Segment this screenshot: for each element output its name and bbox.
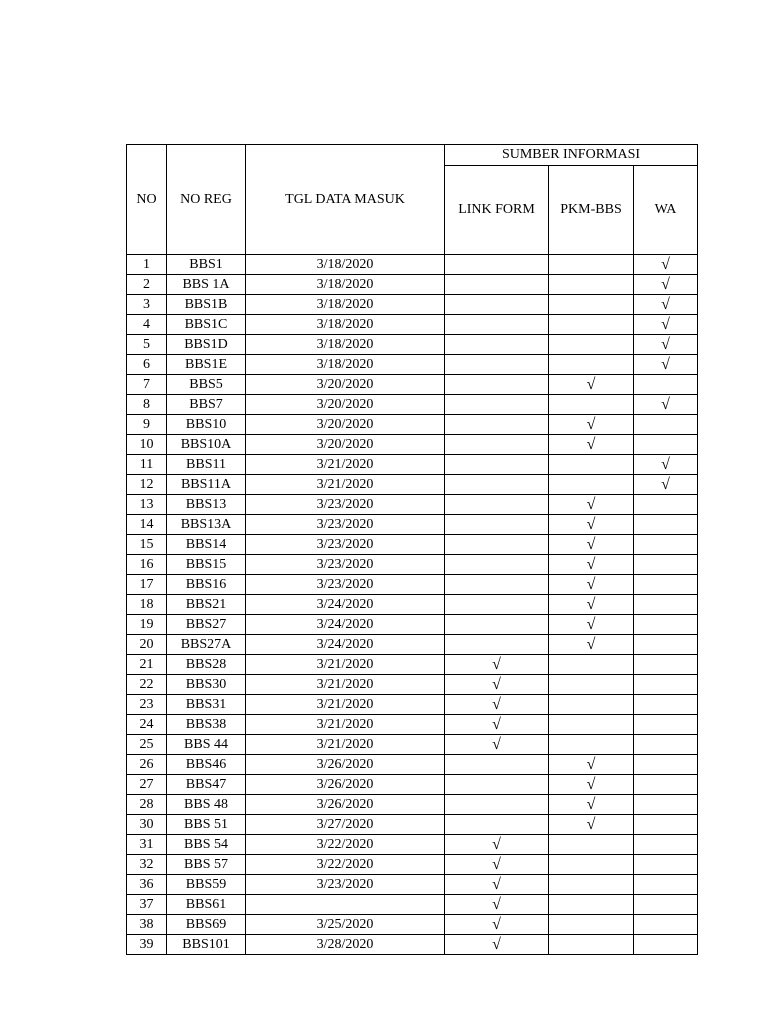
header-wa: WA <box>634 166 698 255</box>
table-row <box>127 655 698 675</box>
cell-no: 19 <box>127 615 167 635</box>
cell-wa-check <box>634 915 698 935</box>
cell-link-form-check <box>445 775 549 795</box>
cell-tgl-data-masuk: 3/20/2020 <box>246 395 445 415</box>
cell-link-form-check: √ <box>445 895 549 915</box>
cell-wa-check <box>634 575 698 595</box>
cell-link-form-check <box>445 575 549 595</box>
cell-no-reg: BBS1E <box>167 355 246 375</box>
cell-tgl-data-masuk: 3/24/2020 <box>246 615 445 635</box>
table-row <box>127 695 698 715</box>
cell-link-form-check: √ <box>445 655 549 675</box>
table-row <box>127 575 698 595</box>
cell-wa-check <box>634 675 698 695</box>
table-row <box>127 555 698 575</box>
cell-wa-check: √ <box>634 335 698 355</box>
cell-tgl-data-masuk: 3/21/2020 <box>246 675 445 695</box>
header-pkm-bbs: PKM-BBS <box>549 166 634 255</box>
cell-pkm-bbs-check: √ <box>549 595 634 615</box>
table-row <box>127 715 698 735</box>
table-row <box>127 735 698 755</box>
cell-pkm-bbs-check <box>549 915 634 935</box>
cell-pkm-bbs-check <box>549 715 634 735</box>
cell-pkm-bbs-check: √ <box>549 795 634 815</box>
table-row <box>127 355 698 375</box>
cell-no-reg: BBS30 <box>167 675 246 695</box>
cell-no: 17 <box>127 575 167 595</box>
cell-pkm-bbs-check <box>549 395 634 415</box>
cell-no-reg: BBS15 <box>167 555 246 575</box>
cell-no: 15 <box>127 535 167 555</box>
table-row <box>127 675 698 695</box>
cell-tgl-data-masuk: 3/23/2020 <box>246 515 445 535</box>
cell-tgl-data-masuk: 3/28/2020 <box>246 935 445 955</box>
cell-tgl-data-masuk: 3/24/2020 <box>246 635 445 655</box>
cell-no-reg: BBS 51 <box>167 815 246 835</box>
cell-pkm-bbs-check <box>549 675 634 695</box>
cell-pkm-bbs-check <box>549 275 634 295</box>
table-row <box>127 615 698 635</box>
table-row <box>127 935 698 955</box>
cell-tgl-data-masuk: 3/20/2020 <box>246 375 445 395</box>
cell-wa-check: √ <box>634 295 698 315</box>
cell-no-reg: BBS 54 <box>167 835 246 855</box>
cell-no-reg: BBS 48 <box>167 795 246 815</box>
cell-pkm-bbs-check <box>549 695 634 715</box>
cell-pkm-bbs-check <box>549 735 634 755</box>
cell-no-reg: BBS13 <box>167 495 246 515</box>
cell-no: 10 <box>127 435 167 455</box>
cell-link-form-check: √ <box>445 935 549 955</box>
cell-pkm-bbs-check: √ <box>549 635 634 655</box>
cell-no: 21 <box>127 655 167 675</box>
cell-pkm-bbs-check <box>549 655 634 675</box>
cell-pkm-bbs-check <box>549 935 634 955</box>
cell-tgl-data-masuk: 3/21/2020 <box>246 655 445 675</box>
cell-no-reg: BBS61 <box>167 895 246 915</box>
table-row <box>127 795 698 815</box>
cell-no: 14 <box>127 515 167 535</box>
cell-link-form-check: √ <box>445 695 549 715</box>
cell-pkm-bbs-check <box>549 315 634 335</box>
cell-no: 6 <box>127 355 167 375</box>
cell-link-form-check <box>445 295 549 315</box>
table-row <box>127 415 698 435</box>
cell-link-form-check <box>445 535 549 555</box>
cell-tgl-data-masuk: 3/18/2020 <box>246 255 445 275</box>
header-no-reg: NO REG <box>167 145 246 255</box>
cell-pkm-bbs-check <box>549 835 634 855</box>
table-row <box>127 595 698 615</box>
cell-no-reg: BBS47 <box>167 775 246 795</box>
table-row <box>127 375 698 395</box>
cell-tgl-data-masuk: 3/21/2020 <box>246 475 445 495</box>
cell-tgl-data-masuk: 3/18/2020 <box>246 275 445 295</box>
cell-no-reg: BBS10 <box>167 415 246 435</box>
cell-no-reg: BBS46 <box>167 755 246 775</box>
cell-no-reg: BBS1 <box>167 255 246 275</box>
cell-no-reg: BBS38 <box>167 715 246 735</box>
cell-no: 28 <box>127 795 167 815</box>
cell-no: 13 <box>127 495 167 515</box>
cell-link-form-check <box>445 635 549 655</box>
header-tgl-data-masuk: TGL DATA MASUK <box>246 145 445 255</box>
cell-tgl-data-masuk: 3/21/2020 <box>246 715 445 735</box>
table-row <box>127 755 698 775</box>
table-row <box>127 915 698 935</box>
cell-pkm-bbs-check <box>549 335 634 355</box>
cell-no: 18 <box>127 595 167 615</box>
cell-wa-check: √ <box>634 395 698 415</box>
cell-wa-check <box>634 615 698 635</box>
cell-wa-check <box>634 775 698 795</box>
cell-no: 7 <box>127 375 167 395</box>
cell-wa-check <box>634 735 698 755</box>
table-row <box>127 475 698 495</box>
cell-link-form-check <box>445 455 549 475</box>
cell-pkm-bbs-check: √ <box>549 535 634 555</box>
cell-link-form-check <box>445 375 549 395</box>
cell-link-form-check <box>445 595 549 615</box>
cell-link-form-check <box>445 815 549 835</box>
cell-no: 16 <box>127 555 167 575</box>
cell-pkm-bbs-check <box>549 895 634 915</box>
table-row <box>127 895 698 915</box>
cell-tgl-data-masuk: 3/21/2020 <box>246 455 445 475</box>
cell-link-form-check <box>445 415 549 435</box>
table-row <box>127 275 698 295</box>
table-row <box>127 815 698 835</box>
cell-tgl-data-masuk: 3/25/2020 <box>246 915 445 935</box>
cell-pkm-bbs-check <box>549 255 634 275</box>
cell-link-form-check: √ <box>445 915 549 935</box>
cell-link-form-check <box>445 355 549 375</box>
cell-no-reg: BBS21 <box>167 595 246 615</box>
cell-pkm-bbs-check: √ <box>549 575 634 595</box>
cell-no: 20 <box>127 635 167 655</box>
table-row <box>127 495 698 515</box>
cell-no-reg: BBS101 <box>167 935 246 955</box>
cell-no-reg: BBS14 <box>167 535 246 555</box>
cell-tgl-data-masuk: 3/21/2020 <box>246 735 445 755</box>
cell-pkm-bbs-check <box>549 475 634 495</box>
header-no: NO <box>127 145 167 255</box>
cell-wa-check <box>634 635 698 655</box>
cell-link-form-check <box>445 275 549 295</box>
header-sumber-informasi: SUMBER INFORMASI <box>445 145 698 166</box>
cell-no-reg: BBS1B <box>167 295 246 315</box>
cell-tgl-data-masuk: 3/26/2020 <box>246 775 445 795</box>
cell-wa-check: √ <box>634 355 698 375</box>
cell-pkm-bbs-check: √ <box>549 375 634 395</box>
cell-tgl-data-masuk: 3/18/2020 <box>246 295 445 315</box>
cell-no: 31 <box>127 835 167 855</box>
cell-wa-check <box>634 815 698 835</box>
cell-pkm-bbs-check <box>549 875 634 895</box>
cell-tgl-data-masuk: 3/26/2020 <box>246 755 445 775</box>
cell-no: 22 <box>127 675 167 695</box>
cell-wa-check <box>634 415 698 435</box>
cell-no: 2 <box>127 275 167 295</box>
cell-no: 38 <box>127 915 167 935</box>
cell-pkm-bbs-check: √ <box>549 415 634 435</box>
cell-pkm-bbs-check: √ <box>549 435 634 455</box>
cell-pkm-bbs-check <box>549 855 634 875</box>
cell-wa-check <box>634 875 698 895</box>
cell-wa-check <box>634 595 698 615</box>
cell-pkm-bbs-check: √ <box>549 775 634 795</box>
cell-link-form-check: √ <box>445 875 549 895</box>
cell-no: 39 <box>127 935 167 955</box>
cell-wa-check <box>634 795 698 815</box>
cell-wa-check <box>634 715 698 735</box>
header-link-form: LINK FORM <box>445 166 549 255</box>
cell-wa-check <box>634 535 698 555</box>
cell-no: 12 <box>127 475 167 495</box>
cell-tgl-data-masuk: 3/23/2020 <box>246 555 445 575</box>
cell-no-reg: BBS31 <box>167 695 246 715</box>
cell-link-form-check <box>445 395 549 415</box>
cell-pkm-bbs-check: √ <box>549 815 634 835</box>
table-row <box>127 875 698 895</box>
table-row <box>127 455 698 475</box>
table-row <box>127 775 698 795</box>
cell-no-reg: BBS5 <box>167 375 246 395</box>
cell-link-form-check <box>445 335 549 355</box>
cell-pkm-bbs-check: √ <box>549 515 634 535</box>
cell-tgl-data-masuk: 3/18/2020 <box>246 315 445 335</box>
cell-link-form-check <box>445 475 549 495</box>
table-row <box>127 515 698 535</box>
cell-tgl-data-masuk: 3/22/2020 <box>246 835 445 855</box>
cell-pkm-bbs-check: √ <box>549 615 634 635</box>
cell-link-form-check: √ <box>445 675 549 695</box>
cell-wa-check <box>634 555 698 575</box>
cell-tgl-data-masuk: 3/22/2020 <box>246 855 445 875</box>
cell-wa-check <box>634 495 698 515</box>
table-row <box>127 435 698 455</box>
cell-no: 37 <box>127 895 167 915</box>
cell-pkm-bbs-check <box>549 355 634 375</box>
cell-wa-check: √ <box>634 275 698 295</box>
table-row <box>127 315 698 335</box>
cell-link-form-check <box>445 495 549 515</box>
cell-link-form-check: √ <box>445 715 549 735</box>
cell-no-reg: BBS13A <box>167 515 246 535</box>
cell-link-form-check <box>445 615 549 635</box>
cell-no-reg: BBS28 <box>167 655 246 675</box>
cell-pkm-bbs-check <box>549 295 634 315</box>
table-row <box>127 335 698 355</box>
cell-pkm-bbs-check: √ <box>549 755 634 775</box>
cell-no-reg: BBS1D <box>167 335 246 355</box>
cell-tgl-data-masuk <box>246 895 445 915</box>
cell-no: 23 <box>127 695 167 715</box>
table-row <box>127 635 698 655</box>
cell-wa-check <box>634 515 698 535</box>
cell-tgl-data-masuk: 3/20/2020 <box>246 435 445 455</box>
table-row <box>127 535 698 555</box>
cell-no: 1 <box>127 255 167 275</box>
cell-wa-check <box>634 855 698 875</box>
cell-tgl-data-masuk: 3/18/2020 <box>246 355 445 375</box>
cell-wa-check: √ <box>634 475 698 495</box>
cell-no-reg: BBS16 <box>167 575 246 595</box>
cell-link-form-check <box>445 435 549 455</box>
cell-no-reg: BBS10A <box>167 435 246 455</box>
cell-link-form-check: √ <box>445 855 549 875</box>
cell-no: 9 <box>127 415 167 435</box>
cell-tgl-data-masuk: 3/23/2020 <box>246 495 445 515</box>
cell-wa-check <box>634 375 698 395</box>
cell-no-reg: BBS27 <box>167 615 246 635</box>
cell-wa-check: √ <box>634 255 698 275</box>
cell-link-form-check <box>445 315 549 335</box>
cell-no: 32 <box>127 855 167 875</box>
cell-no-reg: BBS11 <box>167 455 246 475</box>
cell-wa-check <box>634 695 698 715</box>
cell-no-reg: BBS 44 <box>167 735 246 755</box>
cell-no-reg: BBS 1A <box>167 275 246 295</box>
cell-tgl-data-masuk: 3/26/2020 <box>246 795 445 815</box>
cell-wa-check <box>634 895 698 915</box>
cell-pkm-bbs-check: √ <box>549 555 634 575</box>
registration-table <box>126 144 698 955</box>
cell-no: 8 <box>127 395 167 415</box>
cell-pkm-bbs-check: √ <box>549 495 634 515</box>
cell-no: 27 <box>127 775 167 795</box>
cell-tgl-data-masuk: 3/23/2020 <box>246 575 445 595</box>
cell-no-reg: BBS27A <box>167 635 246 655</box>
cell-wa-check <box>634 655 698 675</box>
cell-wa-check: √ <box>634 315 698 335</box>
cell-wa-check: √ <box>634 455 698 475</box>
cell-link-form-check <box>445 255 549 275</box>
cell-wa-check <box>634 435 698 455</box>
table-row <box>127 855 698 875</box>
cell-tgl-data-masuk: 3/18/2020 <box>246 335 445 355</box>
cell-wa-check <box>634 835 698 855</box>
cell-tgl-data-masuk: 3/24/2020 <box>246 595 445 615</box>
cell-tgl-data-masuk: 3/20/2020 <box>246 415 445 435</box>
cell-pkm-bbs-check <box>549 455 634 475</box>
cell-no-reg: BBS11A <box>167 475 246 495</box>
cell-no: 25 <box>127 735 167 755</box>
cell-no-reg: BBS59 <box>167 875 246 895</box>
cell-no-reg: BBS69 <box>167 915 246 935</box>
cell-link-form-check: √ <box>445 835 549 855</box>
cell-no: 4 <box>127 315 167 335</box>
cell-link-form-check <box>445 555 549 575</box>
table-row <box>127 255 698 275</box>
cell-tgl-data-masuk: 3/21/2020 <box>246 695 445 715</box>
cell-tgl-data-masuk: 3/23/2020 <box>246 535 445 555</box>
cell-no: 5 <box>127 335 167 355</box>
cell-wa-check <box>634 935 698 955</box>
table-row <box>127 295 698 315</box>
table-row <box>127 835 698 855</box>
cell-no: 36 <box>127 875 167 895</box>
cell-no: 26 <box>127 755 167 775</box>
cell-link-form-check <box>445 755 549 775</box>
cell-link-form-check <box>445 795 549 815</box>
cell-link-form-check <box>445 515 549 535</box>
cell-link-form-check: √ <box>445 735 549 755</box>
cell-tgl-data-masuk: 3/27/2020 <box>246 815 445 835</box>
cell-wa-check <box>634 755 698 775</box>
cell-no: 24 <box>127 715 167 735</box>
cell-no: 3 <box>127 295 167 315</box>
cell-no-reg: BBS 57 <box>167 855 246 875</box>
table-row <box>127 395 698 415</box>
cell-no-reg: BBS1C <box>167 315 246 335</box>
cell-tgl-data-masuk: 3/23/2020 <box>246 875 445 895</box>
cell-no-reg: BBS7 <box>167 395 246 415</box>
cell-no: 11 <box>127 455 167 475</box>
cell-no: 30 <box>127 815 167 835</box>
table-body <box>127 255 698 955</box>
